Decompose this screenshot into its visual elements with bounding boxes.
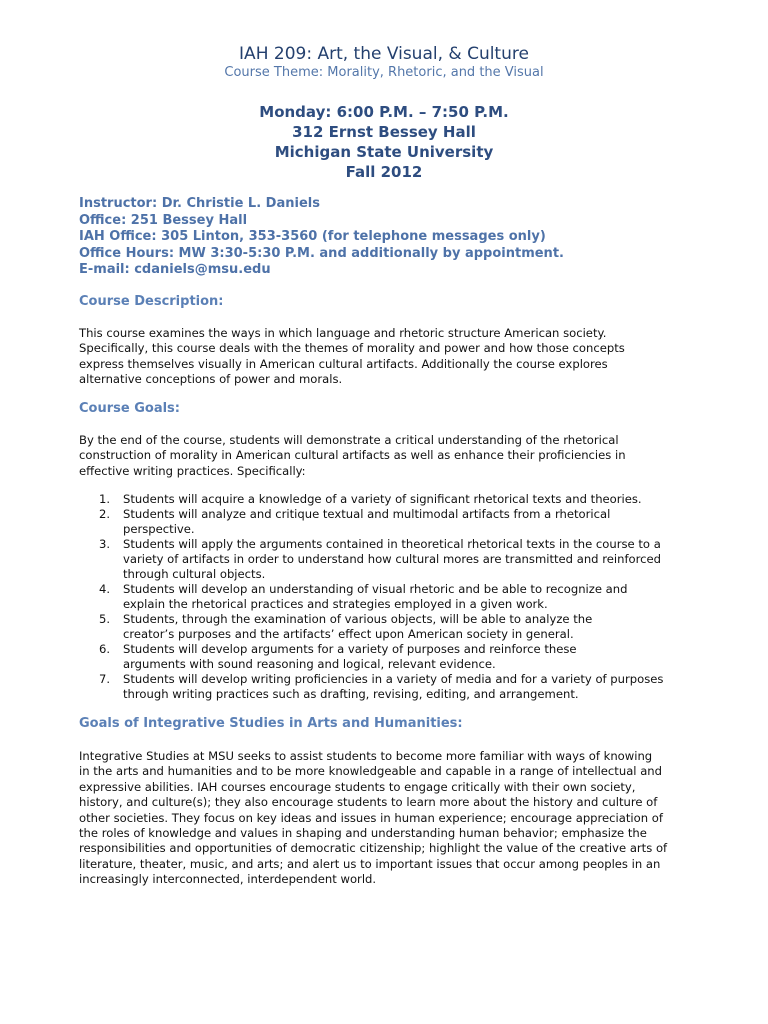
paragraph-line: the roles of knowledge and values in shaping and understanding human behavior; emphasize the (79, 826, 647, 841)
paragraph-line: responsibilities and opportunities of democratic citizenship; highlight the value of the creative arts of (79, 841, 668, 856)
list-number: 3. (99, 537, 111, 551)
paragraph-line: By the end of the course, students will demonstrate a critical understanding of the rhetorical (79, 433, 619, 447)
paragraph-line: effective writing practices. Specifically: (79, 463, 306, 478)
list-number: 7. (99, 672, 111, 686)
list-item-text: Students, through the examination of various objects, will be able to analyze the (123, 612, 593, 626)
paragraph-line: literature, theater, music, and arts; and alert us to important issues that occur among peoples in an (79, 856, 661, 871)
paragraph-line: Specifically, this course deals with the themes of morality and power and how those concepts (79, 341, 625, 356)
paragraph-line: Integrative Studies at MSU seeks to assist students to become more familiar with ways of knowing (79, 749, 653, 763)
list-item-text: perspective. (123, 522, 195, 536)
list-item-text: Students will acquire a knowledge of a variety of significant rhetorical texts and theories. (123, 492, 642, 506)
instructor-info (79, 196, 564, 279)
instructor-name: Instructor: Dr. Christie L. Daniels (79, 196, 320, 211)
list-item-text: creator’s purposes and the artifacts’ effect upon American society in general. (123, 627, 574, 641)
course-theme: Course Theme: Morality, Rhetoric, and the Visual (224, 65, 544, 80)
meeting-time: Monday: 6:00 P.M. – 7:50 P.M. (259, 103, 509, 121)
list-item (79, 672, 719, 702)
list-number: 6. (99, 642, 111, 656)
iah-office: IAH Office: 305 Linton, 353-3560 (for telephone messages only) (79, 229, 546, 244)
instructor-email: E-mail: cdaniels@msu.edu (79, 262, 271, 277)
list-number: 2. (99, 507, 111, 521)
semester: Fall 2012 (345, 163, 423, 181)
paragraph-line: history, and culture(s); they also encourage students to learn more about the history and culture of (79, 795, 658, 810)
course-goals-intro (79, 433, 719, 479)
course-description-heading: Course Description: (79, 294, 224, 309)
list-item (79, 642, 719, 672)
course-title: IAH 209: Art, the Visual, & Culture (239, 44, 529, 64)
meeting-room: 312 Ernst Bessey Hall (292, 123, 476, 141)
paragraph-line: express themselves visually in American cultural artifacts. Additionally the course explores (79, 356, 608, 371)
list-item (79, 582, 719, 612)
paragraph-line: alternative conceptions of power and morals. (79, 372, 343, 387)
list-item-text: Students will develop arguments for a variety of purposes and reinforce these (123, 642, 577, 656)
integrative-studies-text (79, 749, 719, 888)
list-item (79, 612, 719, 642)
list-item-text: through cultural objects. (123, 567, 266, 581)
list-item-text: Students will develop writing proficiencies in a variety of media and for a variety of purposes (123, 672, 664, 686)
list-item (79, 507, 719, 537)
paragraph-line: construction of morality in American cultural artifacts as well as enhance their proficiencies in (79, 448, 626, 463)
list-number: 4. (99, 582, 111, 596)
list-item-text: explain the rhetorical practices and strategies employed in a given work. (123, 597, 548, 611)
list-number: 5. (99, 612, 111, 626)
list-item (79, 492, 719, 507)
list-item-text: Students will apply the arguments contained in theoretical rhetorical texts in the course to a (123, 537, 661, 551)
integrative-studies-heading: Goals of Integrative Studies in Arts and Humanities: (79, 716, 463, 731)
paragraph-line: increasingly interconnected, interdependent world. (79, 872, 377, 887)
list-item-text: Students will analyze and critique textual and multimodal artifacts from a rhetorical (123, 507, 611, 521)
course-goals-list (79, 492, 719, 702)
list-item-text: variety of artifacts in order to understand how cultural mores are transmitted and reinforced (123, 552, 661, 566)
instructor-office: Office: 251 Bessey Hall (79, 212, 248, 228)
paragraph-line: This course examines the ways in which language and rhetoric structure American society. (79, 326, 607, 340)
course-goals-heading: Course Goals: (79, 401, 180, 416)
paragraph-line: in the arts and humanities and to be more knowledgeable and capable in a range of intellectual and (79, 764, 663, 779)
list-item-text: Students will develop an understanding of visual rhetoric and be able to recognize and (123, 582, 628, 596)
list-item-text: through writing practices such as drafting, revising, editing, and arrangement. (123, 687, 579, 701)
list-number: 1. (99, 492, 111, 506)
schedule-block (0, 102, 768, 182)
office-hours: Office Hours: MW 3:30-5:30 P.M. and additionally by appointment. (79, 245, 564, 261)
paragraph-line: expressive abilities. IAH courses encourage students to engage critically with their own society, (79, 779, 636, 794)
course-description-text (79, 326, 719, 388)
list-item-text: arguments with sound reasoning and logical, relevant evidence. (123, 657, 496, 671)
paragraph-line: other societies. They focus on key ideas and issues in human experience; encourage appreciation of (79, 810, 663, 825)
university-name: Michigan State University (274, 143, 494, 161)
list-item (79, 537, 719, 582)
